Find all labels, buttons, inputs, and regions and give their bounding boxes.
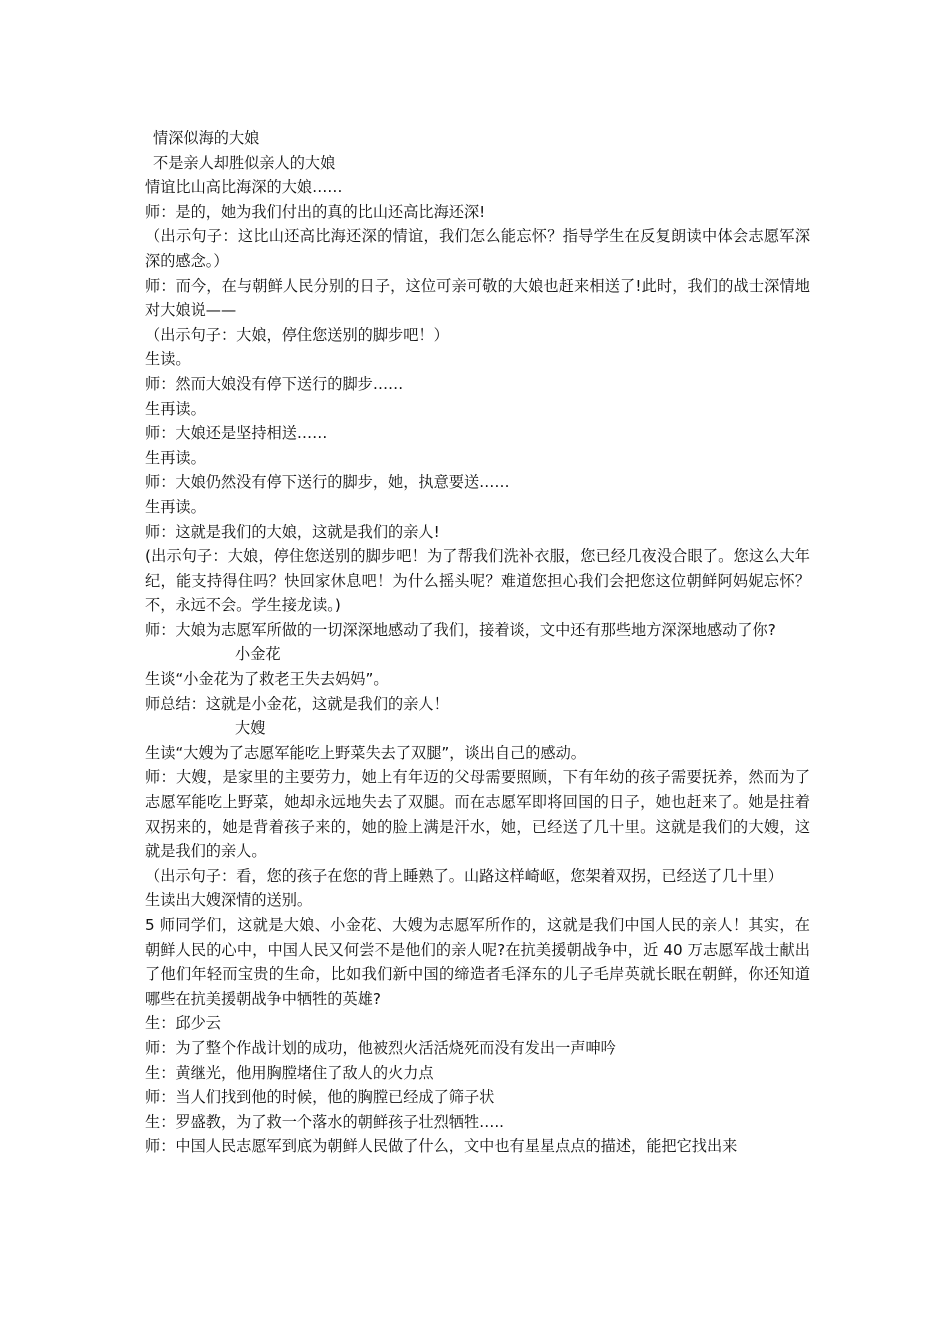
text-line: 师：为了整个作战计划的成功，他被烈火活活烧死而没有发出一声呻吟 [145,1038,616,1057]
text-line: 生谈“小金花为了救老王失去妈妈”。 [145,670,389,689]
text-line: 生再读。 [145,497,206,516]
text-line: 师：大嫂，是家里的主要劳力，她上有年迈的父母需要照顾，下有年幼的孩子需要抚养，然而为了志愿军能吃上野菜，她却永远地失去了双腿。而在志愿军即将回国的日子，她也赶来了。她是拄着双拐来的，她是背着孩子来的，她的脸上满是汗水，她，已经送了几十里。这就是我们的大嫂，这就是我们的亲人。 [145,768,810,861]
heading-line: 不是亲人却胜似亲人的大娘 [153,153,336,172]
text-line: 生：罗盛教，为了救一个落水的朝鲜孩子壮烈牺牲….. [145,1112,504,1131]
text-line: 师：大娘还是坚持相送…… [145,424,328,443]
text-line: （出示句子：这比山还高比海还深的情谊，我们怎么能忘怀？指导学生在反复朗读中体会志愿军深深的感念。） [145,227,810,270]
text-line: 师：大娘仍然没有停下送行的脚步，她，执意要送…… [145,473,510,492]
subheading-line: 小金花 [235,645,281,664]
text-line: 师：大娘为志愿军所做的一切深深地感动了我们，接着谈，文中还有那些地方深深地感动了你? [145,620,776,639]
subheading-line: 大嫂 [235,719,266,738]
text-line: （出示句子：看，您的孩子在您的背上睡熟了。山路这样崎岖，您架着双拐，已经送了几十里） [145,866,783,885]
text-line: 生读“大嫂为了志愿军能吃上野菜失去了双腿”，谈出自己的感动。 [145,743,586,762]
text-line: 师：而今，在与朝鲜人民分别的日子，这位可亲可敬的大娘也赶来相送了!此时，我们的战士深情地对大娘说—— [145,276,810,320]
text-line: 师：这就是我们的大娘，这就是我们的亲人! [145,522,440,541]
text-line: 生读出大嫂深情的送别。 [145,891,313,910]
text-line: 情谊比山高比海深的大娘…… [145,178,343,197]
text-line: 生读。 [145,350,191,369]
text-line: 师总结：这就是小金花，这就是我们的亲人！ [145,694,449,713]
text-line: 生：邱少云 [145,1014,221,1033]
text-line: 生再读。 [145,399,206,418]
text-line: 师：当人们找到他的时候，他的胸膛已经成了筛子状 [145,1088,495,1107]
text-line: 生：黄继光，他用胸膛堵住了敌人的火力点 [145,1063,434,1082]
text-line: 生再读。 [145,448,206,467]
text-line: （出示句子：大娘，停住您送别的脚步吧！） [145,325,449,344]
heading-line: 情深似海的大娘 [153,129,260,147]
document-body [145,126,810,1159]
text-line: 5 师同学们，这就是大娘、小金花、大嫂为志愿军所作的，这就是我们中国人民的亲人！其实，在朝鲜人民的心中，中国人民又何尝不是他们的亲人呢?在抗美援朝战争中，近 40 万志愿军战士献出了他们年轻而宝贵的生命，比如我们新中国的缔造者毛泽东的儿子毛岸英就长眠在朝鲜，你还知道哪些在抗美援朝战争中牺牲的英雄? [145,916,810,1008]
text-line: (出示句子：大娘，停住您送别的脚步吧！为了帮我们洗补衣服，您已经几夜没合眼了。您这么大年纪，能支持得住吗？快回家休息吧！为什么摇头呢？难道您担心我们会把您这位朝鲜阿妈妮忘怀？不，永远不会。学生接龙读。) [145,547,810,615]
text-line: 师：是的，她为我们付出的真的比山还高比海还深! [145,202,486,221]
text-line: 师：然而大娘没有停下送行的脚步…… [145,374,404,393]
text-line: 师：中国人民志愿军到底为朝鲜人民做了什么，文中也有星星点点的描述，能把它找出来 [145,1137,738,1156]
